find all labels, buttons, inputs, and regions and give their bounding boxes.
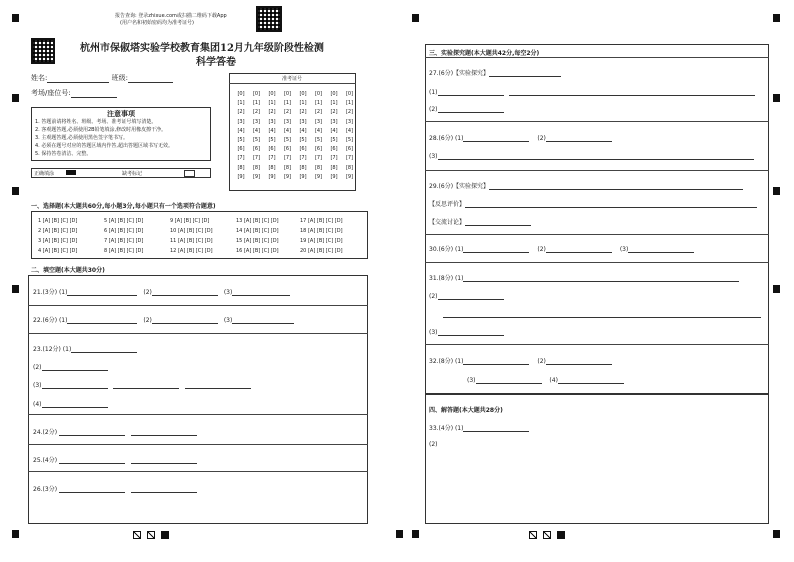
exam-id-bubble[interactable]: [9] <box>330 173 338 180</box>
exam-id-bubble[interactable]: [3] <box>237 118 245 125</box>
section2-title: 二、填空题(本大题共30分) <box>31 267 105 274</box>
notice-item: 3. 主观题答题,必须使用黑色签字笔书写。 <box>35 135 128 141</box>
section1-title: 一、选择题(本大题共60分,每小题3分,每小题只有一个选项符合题意) <box>31 203 216 210</box>
correct-fill-label: 正确填涂 <box>34 171 55 177</box>
timing-mark <box>12 94 19 102</box>
q29: 29.(6分)【实验探究】 <box>429 181 743 190</box>
mcq-item[interactable]: 18 [A] [B] [C] [D] <box>300 228 343 234</box>
absent-mark-checkbox[interactable] <box>184 170 195 177</box>
exam-id-bubble[interactable]: [5] <box>299 137 307 144</box>
answer-blank[interactable] <box>489 181 743 190</box>
answer-blank[interactable] <box>131 455 197 464</box>
answer-blank[interactable] <box>232 315 294 324</box>
exam-id-bubble[interactable]: [0] <box>314 91 323 97</box>
q32: 32.(8分) (1) (2) <box>429 356 612 365</box>
notice-list <box>35 118 173 158</box>
timing-mark <box>396 530 403 538</box>
answer-blank[interactable] <box>59 427 125 436</box>
exam-id-bubble[interactable]: [9] <box>252 173 261 180</box>
exam-id-bubble[interactable]: [8] <box>252 164 261 171</box>
name-field[interactable] <box>31 73 173 83</box>
exam-id-bubble[interactable]: [5] <box>252 137 261 144</box>
q27-part1: (1) <box>429 87 755 96</box>
exam-id-bubble[interactable]: [2] <box>268 109 276 116</box>
exam-id-bubble[interactable]: [6] <box>314 146 323 153</box>
q29-reflection: 【反思评价】 <box>429 199 757 208</box>
exam-id-bubble[interactable]: [6] <box>283 146 292 153</box>
exam-id-bubble[interactable]: [4] <box>283 127 292 134</box>
divider <box>425 262 769 263</box>
exam-id-bubble[interactable]: [1] <box>237 100 245 107</box>
divider <box>425 170 769 171</box>
answer-blank[interactable] <box>438 291 504 300</box>
q30: 30.(6分) (1) (2) (3) <box>429 244 694 253</box>
answer-blank[interactable] <box>113 380 179 389</box>
exam-id-bubble[interactable]: [1] <box>330 100 338 107</box>
page-subtitle: 科学答卷 <box>196 57 236 68</box>
page-mark-diagonal <box>133 531 141 539</box>
exam-id-bubble[interactable]: [9] <box>314 173 323 180</box>
exam-id-bubble[interactable]: [2] <box>283 109 292 116</box>
mcq-item[interactable]: 7 [A] [B] [C] [D] <box>104 238 144 244</box>
exam-id-bubble[interactable]: [6] <box>237 146 245 153</box>
exam-id-bubble[interactable]: [5] <box>237 137 245 144</box>
divider <box>28 444 368 445</box>
notice-item: 2. 客观题答题,必须使用2B铅笔填涂,修改时用橡皮擦干净。 <box>35 127 167 133</box>
exam-id-bubble[interactable]: [3] <box>283 118 292 125</box>
answer-blank[interactable] <box>463 356 529 365</box>
q31-part2: (2) <box>429 291 504 300</box>
mcq-item[interactable]: 1 [A] [B] [C] [D] <box>38 218 78 224</box>
timing-mark <box>773 530 780 538</box>
mcq-item[interactable]: 13 [A] [B] [C] [D] <box>236 218 279 224</box>
mcq-item[interactable]: 17 [A] [B] [C] [D] <box>300 218 343 224</box>
exam-id-bubble[interactable]: [8] <box>268 164 276 171</box>
exam-id-bubble[interactable]: [4] <box>330 127 338 134</box>
answer-blank[interactable] <box>438 151 754 160</box>
exam-id-bubble[interactable]: [5] <box>268 137 276 144</box>
exam-id-bubble[interactable]: [4] <box>314 127 323 134</box>
mcq-item[interactable]: 2 [A] [B] [C] [D] <box>38 228 78 234</box>
exam-id-bubble[interactable]: [5] <box>345 137 354 144</box>
page-mark-diagonal <box>147 531 155 539</box>
exam-id-bubble[interactable]: [3] <box>345 118 354 125</box>
exam-id-bubble[interactable]: [0] <box>330 91 338 97</box>
timing-mark <box>12 14 19 22</box>
exam-id-bubble[interactable]: [3] <box>314 118 323 125</box>
exam-id-bubble[interactable]: [7] <box>314 155 323 162</box>
answer-blank[interactable] <box>546 356 612 365</box>
exam-id-column[interactable] <box>313 90 325 182</box>
q26: 26.(3分) <box>33 484 197 493</box>
divider <box>425 57 769 58</box>
exam-id-bubble[interactable]: [2] <box>299 109 307 116</box>
mcq-item[interactable]: 3 [A] [B] [C] [D] <box>38 238 78 244</box>
q28: 28.(6分) (1) (2) <box>429 133 612 142</box>
exam-id-bubble[interactable]: [2] <box>314 109 323 116</box>
answer-blank[interactable] <box>131 427 197 436</box>
exam-id-bubble[interactable]: [4] <box>345 127 354 134</box>
answer-blank[interactable] <box>546 244 612 253</box>
answer-blank[interactable] <box>558 375 624 384</box>
answer-blank[interactable] <box>438 104 504 113</box>
exam-id-bubble[interactable]: [0] <box>283 91 292 97</box>
correct-fill-sample <box>66 170 76 175</box>
timing-mark <box>773 187 780 195</box>
q23-part2: (2) <box>33 362 108 371</box>
exam-id-bubble[interactable]: [0] <box>252 91 261 97</box>
exam-id-bubble[interactable]: [0] <box>268 91 276 97</box>
divider <box>28 471 368 472</box>
exam-id-bubble[interactable]: [6] <box>299 146 307 153</box>
exam-id-bubble[interactable]: [1] <box>268 100 276 107</box>
exam-id-column[interactable] <box>282 90 294 182</box>
answer-blank[interactable] <box>509 87 755 96</box>
answer-line[interactable] <box>443 317 761 318</box>
divider <box>425 234 769 235</box>
timing-mark <box>12 285 19 293</box>
page-mark-solid <box>557 531 565 539</box>
exam-id-bubble[interactable]: [5] <box>314 137 323 144</box>
q32-part34: (3) (4) <box>467 375 624 384</box>
mcq-item[interactable]: 6 [A] [B] [C] [D] <box>104 228 144 234</box>
exam-id-column[interactable] <box>297 90 309 182</box>
mcq-item[interactable]: 16 [A] [B] [C] [D] <box>236 248 279 254</box>
exam-id-bubble[interactable]: [2] <box>237 109 245 116</box>
exam-id-bubble[interactable]: [8] <box>237 164 245 171</box>
exam-id-bubble[interactable]: [3] <box>268 118 276 125</box>
q31-part3: (3) <box>429 327 504 336</box>
exam-id-bubble[interactable]: [8] <box>283 164 292 171</box>
q23-part4: (4) <box>33 399 108 408</box>
answer-blank[interactable] <box>476 375 542 384</box>
q28-part3: (3) <box>429 151 754 160</box>
exam-id-bubble[interactable]: [4] <box>299 127 307 134</box>
divider <box>28 333 368 334</box>
app-qr-code <box>256 6 282 32</box>
q24: 24.(2分) <box>33 427 197 436</box>
notice-title: 注意事项 <box>107 110 135 118</box>
header-note-line2: (用户名和初始密码均为准考证号) <box>120 20 194 26</box>
exam-id-bubble[interactable]: [3] <box>330 118 338 125</box>
answer-blank[interactable] <box>152 287 218 296</box>
answer-blank[interactable] <box>628 244 694 253</box>
exam-id-bubble[interactable]: [6] <box>268 146 276 153</box>
timing-mark <box>773 94 780 102</box>
header-note-line1: 报告查询: 登录zhixue.com或扫描二维码下载App <box>115 13 227 19</box>
timing-mark <box>773 14 780 22</box>
exam-id-bubble[interactable]: [3] <box>252 118 261 125</box>
notice-item: 5. 保持答卷清洁、完整。 <box>35 151 92 157</box>
seat-label: 考场/座位号: <box>31 89 71 97</box>
exam-id-bubble[interactable]: [2] <box>252 109 261 116</box>
mcq-item[interactable]: 4 [A] [B] [C] [D] <box>38 248 78 254</box>
answer-blank[interactable] <box>42 399 108 408</box>
exam-id-column[interactable] <box>266 90 278 182</box>
page-mark-diagonal <box>543 531 551 539</box>
q31: 31.(8分) (1) <box>429 273 739 282</box>
timing-mark <box>12 530 19 538</box>
divider <box>28 305 368 306</box>
exam-id-bubble[interactable]: [7] <box>237 155 245 162</box>
answer-blank[interactable] <box>438 87 504 96</box>
exam-id-bubble[interactable]: [8] <box>314 164 323 171</box>
mcq-item[interactable]: 20 [A] [B] [C] [D] <box>300 248 343 254</box>
mcq-item[interactable]: 8 [A] [B] [C] [D] <box>104 248 144 254</box>
q27: 27.(6分)【实验探究】 <box>429 68 561 77</box>
exam-id-bubble[interactable]: [9] <box>345 173 354 180</box>
exam-id-bubble[interactable]: [9] <box>299 173 307 180</box>
exam-id-bubble[interactable]: [1] <box>252 100 261 107</box>
exam-id-bubble[interactable]: [2] <box>330 109 338 116</box>
answer-blank[interactable] <box>463 423 529 432</box>
answer-blank[interactable] <box>59 455 125 464</box>
mcq-item[interactable]: 14 [A] [B] [C] [D] <box>236 228 279 234</box>
exam-id-bubble[interactable]: [0] <box>237 91 245 97</box>
answer-blank[interactable] <box>463 244 529 253</box>
exam-id-bubble[interactable]: [4] <box>252 127 261 134</box>
mcq-item[interactable]: 11 [A] [B] [C] [D] <box>170 238 213 244</box>
seat-field[interactable] <box>31 88 117 98</box>
q22: 22.(6分) (1) (2) (3) <box>33 315 294 324</box>
exam-id-bubble[interactable]: [6] <box>345 146 354 153</box>
exam-id-bubble[interactable]: [1] <box>283 100 292 107</box>
exam-id-bubble[interactable]: [6] <box>252 146 261 153</box>
mcq-item[interactable]: 10 [A] [B] [C] [D] <box>170 228 213 234</box>
mcq-item[interactable]: 5 [A] [B] [C] [D] <box>104 218 144 224</box>
answer-blank[interactable] <box>489 68 561 77</box>
timing-mark <box>412 530 419 538</box>
exam-id-title: 准考证号 <box>282 76 303 82</box>
exam-id-column[interactable] <box>251 90 263 182</box>
exam-id-bubble[interactable]: [9] <box>268 173 276 180</box>
exam-id-bubble[interactable]: [1] <box>314 100 323 107</box>
page-title: 杭州市保俶塔实验学校教育集团12月九年级阶段性检测 <box>80 43 324 54</box>
name-label: 姓名: <box>31 74 48 82</box>
q33-part2: (2) <box>429 441 438 448</box>
answer-blank[interactable] <box>152 315 218 324</box>
mcq-item[interactable]: 12 [A] [B] [C] [D] <box>170 248 213 254</box>
answer-blank[interactable] <box>131 484 197 493</box>
notice-item: 4. 必须在题号对应的答题区域内作答,超出答题区域书写无效。 <box>35 143 173 149</box>
exam-id-bubble[interactable]: [7] <box>252 155 261 162</box>
exam-id-bubble[interactable]: [8] <box>345 164 354 171</box>
answer-blank[interactable] <box>232 287 290 296</box>
answer-blank[interactable] <box>463 133 529 142</box>
exam-id-bubble[interactable]: [7] <box>345 155 354 162</box>
exam-id-bubble[interactable]: [7] <box>268 155 276 162</box>
q25: 25.(4分) <box>33 455 197 464</box>
exam-id-column[interactable] <box>344 90 356 182</box>
exam-id-bubble[interactable]: [3] <box>299 118 307 125</box>
answer-blank[interactable] <box>185 380 251 389</box>
answer-blank[interactable] <box>67 287 137 296</box>
answer-blank[interactable] <box>546 133 612 142</box>
timing-mark <box>412 14 419 22</box>
answer-blank[interactable] <box>71 344 137 353</box>
divider <box>425 344 769 345</box>
exam-id-bubble[interactable]: [9] <box>283 173 292 180</box>
answer-blank[interactable] <box>67 315 137 324</box>
exam-id-bubble[interactable]: [8] <box>299 164 307 171</box>
timing-mark <box>12 187 19 195</box>
exam-id-bubble[interactable]: [8] <box>330 164 338 171</box>
exam-id-bubble[interactable]: [0] <box>299 91 307 97</box>
exam-id-bubble[interactable]: [5] <box>330 137 338 144</box>
mcq-item[interactable]: 9 [A] [B] [C] [D] <box>170 218 210 224</box>
exam-id-bubble[interactable]: [7] <box>299 155 307 162</box>
divider <box>28 414 368 415</box>
answer-blank[interactable] <box>42 380 108 389</box>
class-label: 班级: <box>111 74 128 82</box>
exam-id-bubble[interactable]: [1] <box>345 100 354 107</box>
exam-id-bubble[interactable]: [4] <box>268 127 276 134</box>
q23: 23.(12分) (1) <box>33 344 137 353</box>
timing-mark <box>773 285 780 293</box>
student-qr-code <box>31 38 55 64</box>
q27-part2: (2) <box>429 104 504 113</box>
section4-title: 四、解答题(本大题共28分) <box>429 407 503 414</box>
exam-id-bubble[interactable]: [5] <box>283 137 292 144</box>
answer-blank[interactable] <box>463 273 739 282</box>
exam-id-column[interactable] <box>235 90 247 182</box>
exam-id-bubble[interactable]: [0] <box>345 91 354 97</box>
absent-mark-label: 缺考标记 <box>122 171 143 177</box>
notice-item: 1. 答题前请将姓名、班级、考场、准考证号填写清楚。 <box>35 119 157 125</box>
exam-id-divider <box>229 83 356 84</box>
answer-blank[interactable] <box>438 327 504 336</box>
mcq-item[interactable]: 15 [A] [B] [C] [D] <box>236 238 279 244</box>
exam-id-bubble[interactable]: [2] <box>345 109 354 116</box>
exam-id-column[interactable] <box>328 90 340 182</box>
mcq-item[interactable]: 19 [A] [B] [C] [D] <box>300 238 343 244</box>
exam-id-bubble[interactable]: [7] <box>330 155 338 162</box>
divider <box>425 121 769 122</box>
q23-part3: (3) <box>33 380 251 389</box>
q29-discussion: 【交流讨论】 <box>429 217 531 226</box>
page-mark-solid <box>161 531 169 539</box>
exam-id-bubble[interactable]: [7] <box>283 155 292 162</box>
q33: 33.(4分) (1) <box>429 423 529 432</box>
answer-blank[interactable] <box>42 362 108 371</box>
answer-blank[interactable] <box>465 199 757 208</box>
exam-id-bubble[interactable]: [1] <box>299 100 307 107</box>
exam-id-bubble[interactable]: [6] <box>330 146 338 153</box>
answer-blank[interactable] <box>59 484 125 493</box>
q21: 21.(3分) (1) (2) (3) <box>33 287 290 296</box>
answer-blank[interactable] <box>465 217 531 226</box>
exam-id-bubble[interactable]: [4] <box>237 127 245 134</box>
exam-id-bubble[interactable]: [9] <box>237 173 245 180</box>
section3-title: 三、实验探究题(本大题共42分,每空2分) <box>429 50 540 57</box>
page-mark-diagonal <box>529 531 537 539</box>
